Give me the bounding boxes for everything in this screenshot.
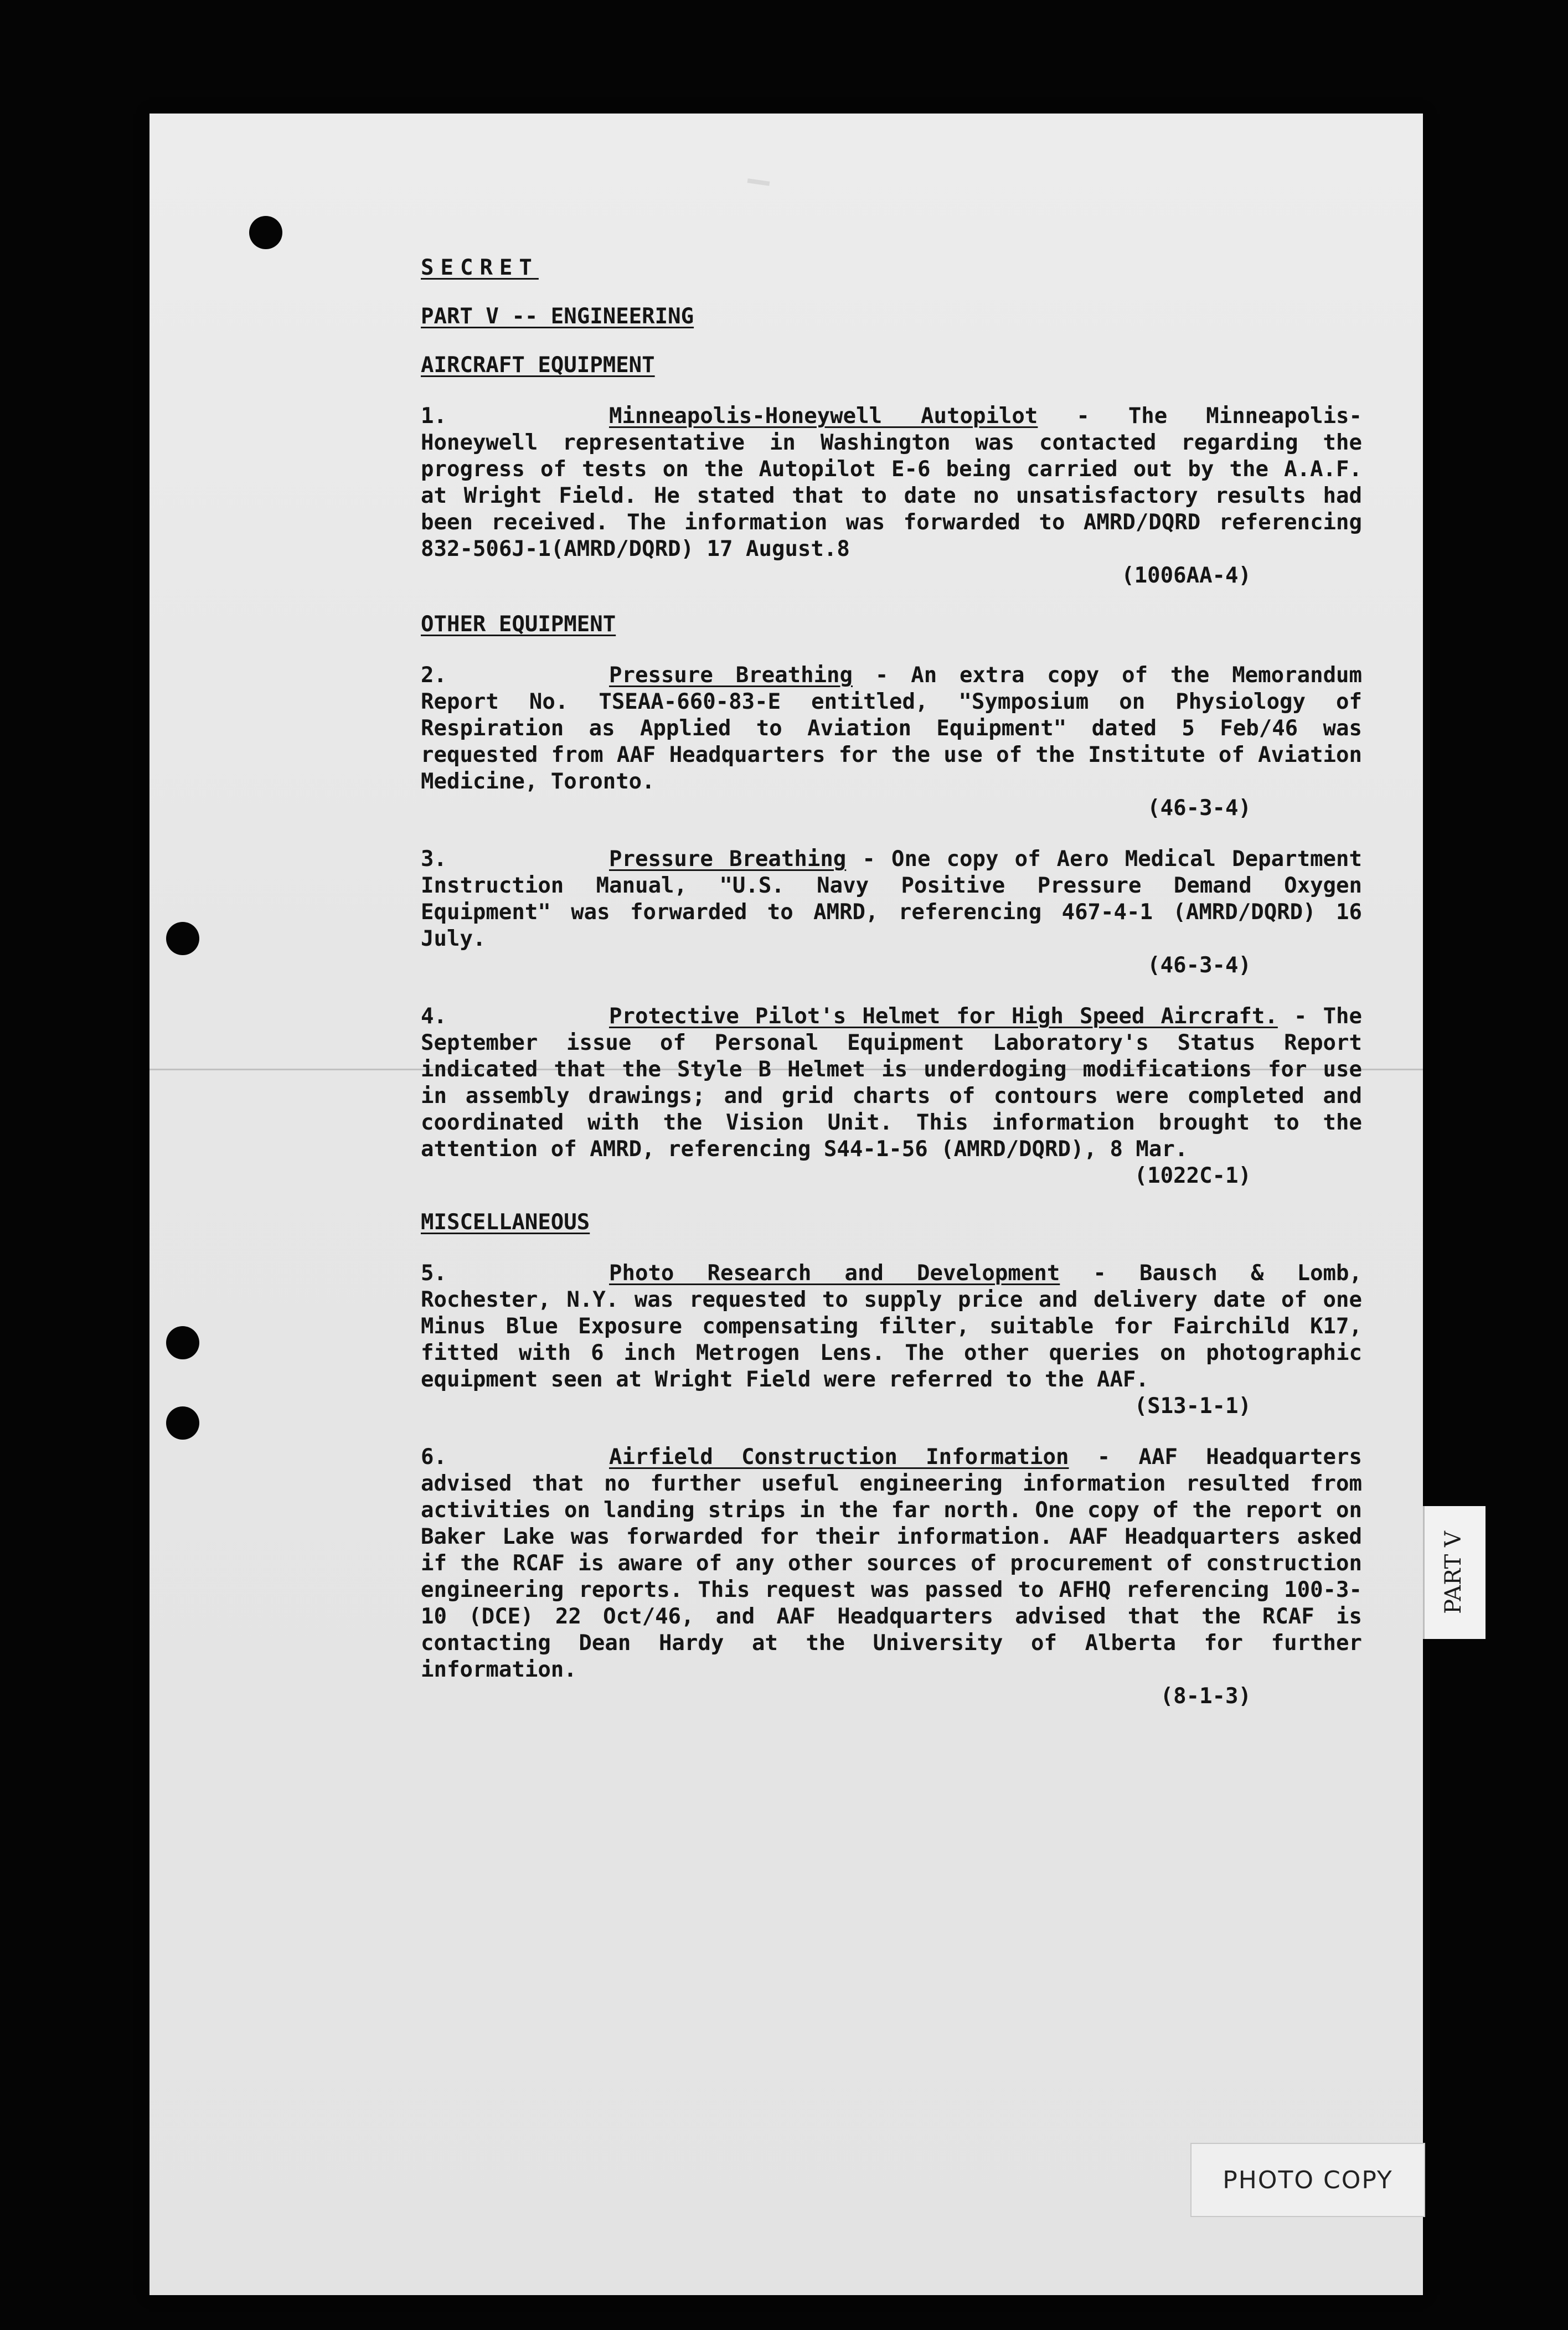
item-2-number: 2. <box>421 663 447 688</box>
item-5-number: 5. <box>421 1261 447 1286</box>
item-6-ref: (8-1-3) <box>1160 1684 1251 1709</box>
item-4-paragraph <box>421 1003 1362 1163</box>
item-1-body: - The Minneapolis-Honeywell representative in Washington was contacted regarding the progress of tests on the Autopilot E-6 being carried out by the A.A.F. at Wright Field. He stated that to date no unsatisfactory results had been received. The information was forwarded to AMRD/DQRD referencing 832-506J-1(AMRD/DQRD) 17 August.8 <box>421 404 1363 561</box>
side-index-tab-label <box>1434 1512 1473 1633</box>
punch-hole-3 <box>166 1326 199 1359</box>
scan-speck <box>747 178 770 185</box>
item-5-body: - Bausch & Lomb, Rochester, N.Y. was requested to supply price and delivery date of one Minus Blue Exposure compensating filter, suitable for Fairchild K17, fitted with 6 inch Metrogen Lens. The other queries on photographic equipment seen at Wright Field were referred to the AAF. <box>421 1261 1362 1392</box>
item-4-body: - The September issue of Personal Equipment Laboratory's Status Report indicated that the Style B Helmet is underdoging modifications for use in assembly drawings; and grid charts of contours were completed and coordinated with the Vision Unit. This information brought to the attention of AMRD, referencing S44-1-56 (AMRD/DQRD), 8 Mar. <box>421 1004 1363 1162</box>
item-3-body: - One copy of Aero Medical Department Instruction Manual, "U.S. Navy Positive Pressure Demand Oxygen Equipment" was forwarded to AMRD, referencing 467-4-1 (AMRD/DQRD) 16 July. <box>421 847 1362 951</box>
item-3-ref: (46-3-4) <box>1147 953 1251 978</box>
item-2-body: - An extra copy of the Memorandum Report No. TSEAA-660-83-E entitled, "Symposium on Physiology of Respiration as Applied to Aviation Equipment" dated 5 Feb/46 was requested from AAF Headquarters for the use of the Institute of Aviation Medicine, Toronto. <box>421 663 1363 794</box>
item-5-ref: (S13-1-1) <box>1134 1394 1251 1419</box>
item-4 <box>421 1003 1362 1189</box>
punch-hole-1 <box>249 216 282 249</box>
item-5-title: Photo Research and Development <box>609 1261 1060 1286</box>
section-heading-miscellaneous: MISCELLANEOUS <box>421 1210 590 1235</box>
item-6-body: - AAF Headquarters advised that no further useful engineering information resulted from activities on landing strips in the far north. One copy of the report on Baker Lake was forwarded for their information. AAF Headquarters asked if the RCAF is aware of any other sources of procurement of construction engineering reports. This request was passed to AFHQ referencing 100-3-10 (DCE) 22 Oct/46, and AAF Headquarters advised that the RCAF is contacting Dean Hardy at the University of Alberta for further information. <box>421 1445 1363 1682</box>
punch-hole-2 <box>166 922 199 955</box>
item-1-paragraph <box>421 403 1362 563</box>
item-3-paragraph <box>421 846 1362 952</box>
item-4-title: Protective Pilot's Helmet for High Speed Aircraft. <box>609 1004 1278 1029</box>
photocopy-stamp <box>1190 2143 1425 2217</box>
photocopy-stamp-text: PHOTO COPY <box>1223 2166 1393 2194</box>
item-2 <box>421 662 1362 822</box>
item-2-title: Pressure Breathing <box>609 663 853 688</box>
punch-hole-4 <box>166 1406 199 1440</box>
item-1-ref: (1006AA-4) <box>1121 563 1251 588</box>
section-heading-aircraft-equipment: AIRCRAFT EQUIPMENT <box>421 353 655 378</box>
item-1-title: Minneapolis-Honeywell Autopilot <box>609 404 1038 429</box>
item-5 <box>421 1260 1362 1420</box>
item-4-ref: (1022C-1) <box>1134 1163 1251 1188</box>
part-heading: PART V -- ENGINEERING <box>421 304 694 329</box>
item-3-number: 3. <box>421 847 447 872</box>
item-6-paragraph <box>421 1444 1362 1683</box>
item-3 <box>421 846 1362 979</box>
classification-heading: SECRET <box>421 255 539 280</box>
item-4-number: 4. <box>421 1004 447 1029</box>
item-6-number: 6. <box>421 1445 447 1470</box>
section-heading-other-equipment: OTHER EQUIPMENT <box>421 612 616 637</box>
item-5-paragraph <box>421 1260 1362 1393</box>
item-2-paragraph <box>421 662 1362 795</box>
item-6-title: Airfield Construction Information <box>609 1445 1069 1470</box>
item-3-title: Pressure Breathing <box>609 847 847 872</box>
item-6 <box>421 1444 1362 1710</box>
item-1 <box>421 403 1362 589</box>
typed-memo <box>421 244 1362 1710</box>
item-2-ref: (46-3-4) <box>1147 796 1251 821</box>
side-index-tab-text: PART V <box>1441 1531 1467 1614</box>
item-1-number: 1. <box>421 404 447 429</box>
